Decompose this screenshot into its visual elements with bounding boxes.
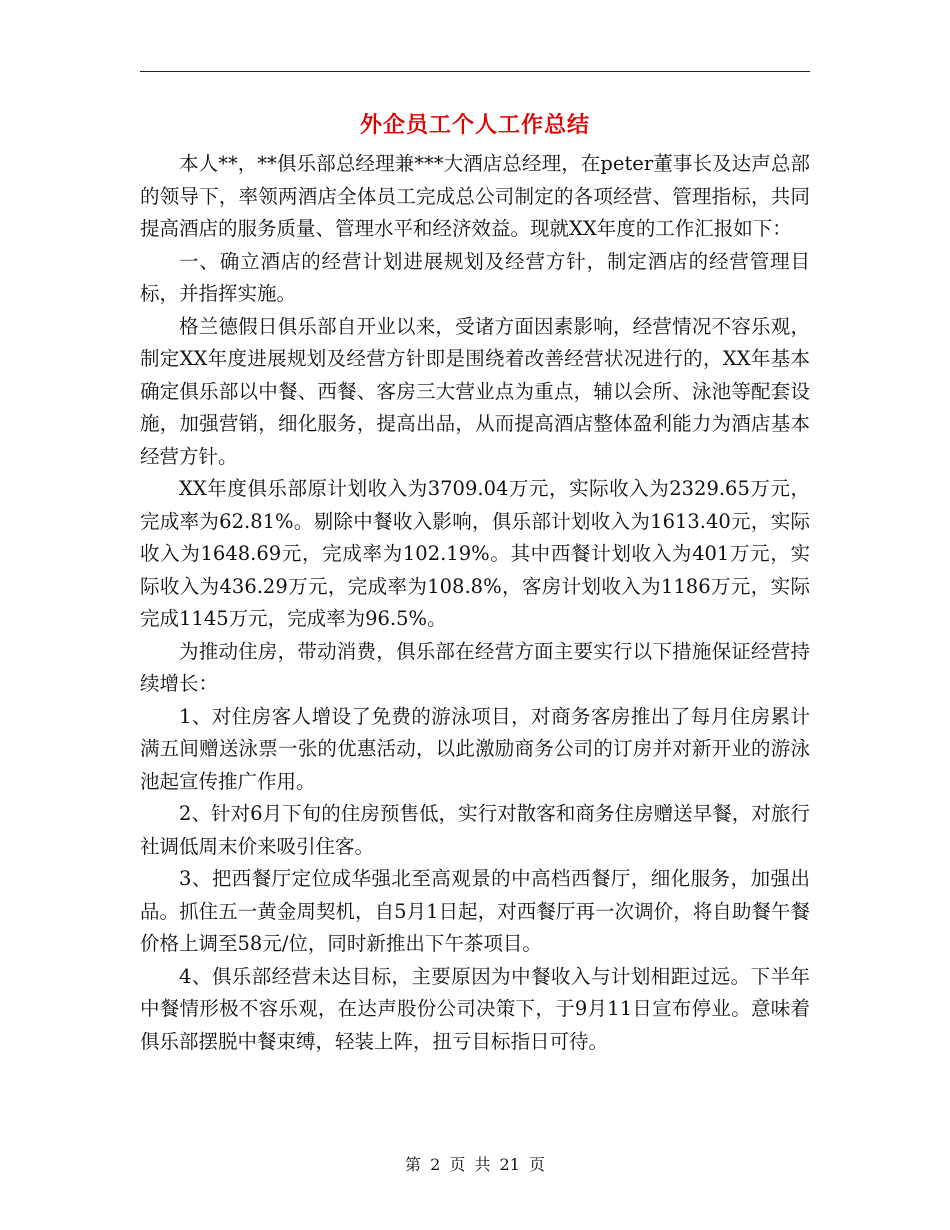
page-number: 第 2 页 共 21 页 xyxy=(405,1155,545,1174)
paragraph-measure-2: 2、针对6月下旬的住房预售低，实行对散客和商务住房赠送早餐，对旅行社调低周末价来吸引住客。 xyxy=(140,802,810,858)
paragraph-measure-4: 4、俱乐部经营未达目标，主要原因为中餐收入与计划相距过远。下半年中餐情形极不容乐观，在达声股份公司决策下，于9月11日宣布停业。意味着俱乐部摆脱中餐束缚，轻装上阵，扭亏目标指日可待。 xyxy=(140,964,810,1053)
paragraph-measures-intro: 为推动住房，带动消费，俱乐部在经营方面主要实行以下措施保证经营持续增长： xyxy=(140,639,810,695)
paragraph-overview: 格兰德假日俱乐部自开业以来，受诸方面因素影响，经营情况不容乐观，制定XX年度进展规划及经营方针即是围绕着改善经营状况进行的，XX年基本确定俱乐部以中餐、西餐、客房三大营业点为重点，辅以会所、泳池等配套设施，加强营销，细化服务，提高出品，从而提高酒店整体盈利能力为酒店基本经营方针。 xyxy=(140,314,810,468)
document-body xyxy=(140,148,810,1058)
paragraph-measure-3: 3、把西餐厅定位成华强北至高观景的中高档西餐厅，细化服务，加强出品。抓住五一黄金周契机，自5月1日起，对西餐厅再一次调价，将自助餐午餐价格上调至58元/位，同时新推出下午茶项目。 xyxy=(140,867,810,955)
document-title: 外企员工个人工作总结 xyxy=(359,113,590,138)
paragraph-measure-1: 1、对住房客人增设了免费的游泳项目，对商务客房推出了每月住房累计满五间赠送泳票一张的优惠活动，以此激励商务公司的订房并对新开业的游泳池起宣传推广作用。 xyxy=(140,704,810,793)
paragraph-intro: 本人**，**俱乐部总经理兼***大酒店总经理，在peter董事长及达声总部的领导下，率领两酒店全体员工完成总公司制定的各项经营、管理指标，共同提高酒店的服务质量、管理水平和经济效益。现就XX年度的工作汇报如下： xyxy=(140,152,810,240)
header-rule xyxy=(140,71,810,72)
paragraph-section-1: 一、确立酒店的经营计划进展规划及经营方针，制定酒店的经营管理目标，并指挥实施。 xyxy=(140,249,810,305)
paragraph-revenue: XX年度俱乐部原计划收入为3709.04万元，实际收入为2329.65万元，完成率为62.81%。剔除中餐收入影响，俱乐部计划收入为1613.40元，实际收入为1648.69元，完成率为102.19%。其中西餐计划收入为401万元，实际收入为436.29万元，完成率为108.8%，客房计划收入为1186万元，实际完成1145万元，完成率为96.5%。 xyxy=(140,477,810,630)
